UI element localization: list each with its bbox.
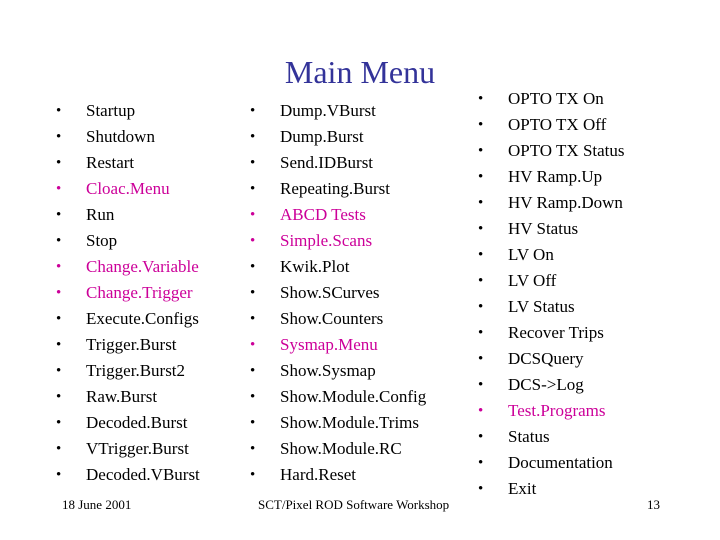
bullet-icon: • — [478, 377, 484, 393]
bullet-icon: • — [478, 299, 484, 315]
menu-item-label: Change.Variable — [86, 257, 199, 276]
menu-item-label: LV On — [508, 245, 554, 264]
menu-item-label: Decoded.Burst — [86, 413, 188, 432]
menu-item-label: LV Off — [508, 271, 557, 290]
menu-item-label: VTrigger.Burst — [86, 439, 189, 458]
bullet-icon: • — [250, 207, 256, 223]
bullet-icon: • — [56, 259, 62, 275]
bullet-icon: • — [250, 129, 256, 145]
menu-item-label: Kwik.Plot — [280, 257, 350, 276]
menu-item-label: Show.Sysmap — [280, 361, 376, 380]
bullet-icon: • — [478, 247, 484, 263]
bullet-icon: • — [56, 441, 62, 457]
menu-item-label: Repeating.Burst — [280, 179, 391, 198]
bullet-icon: • — [56, 155, 62, 171]
bullet-icon: • — [56, 207, 62, 223]
menu-item-label: Dump.VBurst — [280, 101, 376, 120]
menu-item-label: Stop — [86, 231, 118, 250]
menu-item-label: ABCD Tests — [280, 205, 366, 224]
menu-item-label: Restart — [86, 153, 135, 172]
bullet-icon: • — [478, 195, 484, 211]
menu-item-label: Status — [508, 427, 550, 446]
menu-item-label: LV Status — [508, 297, 575, 316]
bullet-icon: • — [250, 363, 256, 379]
menu-item-label: OPTO TX Off — [508, 115, 607, 134]
bullet-icon: • — [250, 467, 256, 483]
bullet-icon: • — [478, 273, 484, 289]
menu-item-label: Documentation — [508, 453, 613, 472]
menu-item-label: Decoded.VBurst — [86, 465, 200, 484]
menu-item-label: Show.SCurves — [280, 283, 380, 302]
bullet-icon: • — [56, 129, 62, 145]
menu-item-label: HV Ramp.Up — [508, 167, 603, 186]
menu-item-label: Change.Trigger — [86, 283, 193, 302]
bullet-icon: • — [250, 337, 256, 353]
bullet-icon: • — [250, 285, 256, 301]
bullet-icon: • — [56, 181, 62, 197]
menu-item-label: Send.IDBurst — [280, 153, 374, 172]
menu-item-label: DCS->Log — [508, 375, 584, 394]
bullet-icon: • — [250, 311, 256, 327]
menu-item-label: OPTO TX On — [508, 89, 604, 108]
bullet-icon: • — [478, 455, 484, 471]
menu-item-label: Dump.Burst — [280, 127, 364, 146]
menu-item-label: Show.Module.RC — [280, 439, 402, 458]
bullet-icon: • — [250, 441, 256, 457]
menu-item-label: Show.Module.Trims — [280, 413, 420, 432]
bullet-icon: • — [56, 233, 62, 249]
menu-item-label: Show.Module.Config — [280, 387, 427, 406]
bullet-icon: • — [478, 169, 484, 185]
bullet-icon: • — [250, 155, 256, 171]
menu-item-label: Recover Trips — [508, 323, 604, 342]
menu-item-label: Hard.Reset — [280, 465, 357, 484]
menu-item-label: DCSQuery — [508, 349, 584, 368]
bullet-icon: • — [478, 221, 484, 237]
page-number: 13 — [647, 497, 660, 512]
menu-item-label: Cloac.Menu — [86, 179, 170, 198]
bullet-icon: • — [56, 103, 62, 119]
slide-title: Main Menu — [284, 54, 436, 90]
footer-event: SCT/Pixel ROD Software Workshop — [258, 497, 450, 512]
bullet-icon: • — [478, 325, 484, 341]
bullet-icon: • — [250, 181, 256, 197]
bullet-icon: • — [56, 415, 62, 431]
bullet-icon: • — [56, 337, 62, 353]
bullet-icon: • — [56, 467, 62, 483]
menu-item-label: Trigger.Burst — [86, 335, 177, 354]
menu-item-label: Trigger.Burst2 — [86, 361, 186, 380]
menu-item-label: Raw.Burst — [86, 387, 158, 406]
menu-item-label: Show.Counters — [280, 309, 384, 328]
bullet-icon: • — [478, 117, 484, 133]
bullet-icon: • — [56, 389, 62, 405]
bullet-icon: • — [250, 389, 256, 405]
bullet-icon: • — [478, 91, 484, 107]
bullet-icon: • — [56, 285, 62, 301]
bullet-icon: • — [250, 415, 256, 431]
bullet-icon: • — [56, 363, 62, 379]
menu-item-label: Execute.Configs — [86, 309, 199, 328]
menu-item-label: Test.Programs — [508, 401, 606, 420]
bullet-icon: • — [478, 351, 484, 367]
bullet-icon: • — [56, 311, 62, 327]
bullet-icon: • — [478, 403, 484, 419]
menu-item-label: Startup — [86, 101, 136, 120]
footer-date: 18 June 2001 — [62, 497, 132, 512]
menu-item-label: HV Ramp.Down — [508, 193, 623, 212]
bullet-icon: • — [250, 103, 256, 119]
menu-item-label: Simple.Scans — [280, 231, 373, 250]
bullet-icon: • — [478, 481, 484, 497]
menu-item-label: Sysmap.Menu — [280, 335, 378, 354]
bullet-icon: • — [478, 429, 484, 445]
menu-item-label: Exit — [508, 479, 537, 498]
bullet-icon: • — [478, 143, 484, 159]
menu-item-label: OPTO TX Status — [508, 141, 625, 160]
bullet-icon: • — [250, 233, 256, 249]
bullet-icon: • — [250, 259, 256, 275]
menu-item-label: HV Status — [508, 219, 579, 238]
menu-item-label: Run — [86, 205, 115, 224]
menu-item-label: Shutdown — [86, 127, 155, 146]
